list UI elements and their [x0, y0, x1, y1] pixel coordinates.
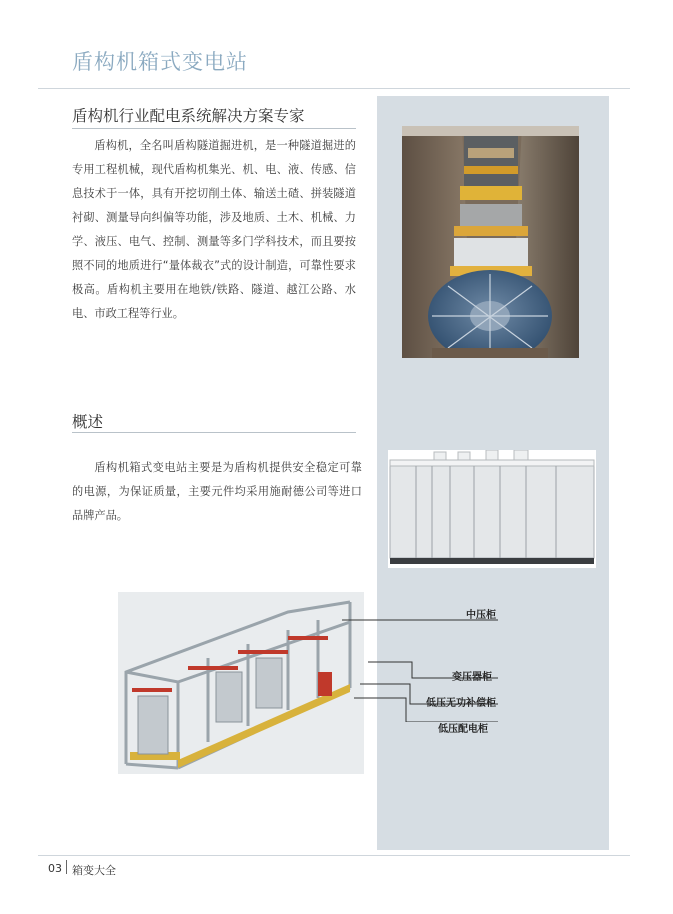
section2-paragraph — [72, 456, 362, 528]
footer-title: 箱变大全 — [72, 864, 116, 877]
callout-mv-cabinet: 中压柜 — [466, 610, 496, 621]
page-number: 03 — [48, 862, 62, 875]
tbm-photo — [402, 126, 579, 358]
section1-text: 盾构机，全名叫盾构隧道掘进机，是一种隧道掘进的专用工程机械，现代盾构机集光、机、电、液、传感、信息技术于一体，具有开挖切削土体、输送土碴、拼装隧道衬砌、测量导向纠偏等功能，涉及地质、土木、机械、力学、液压、电气、控制、测量等多门学科技术，而且要按照不同的地质进行“量体裁衣”式的设计制造，可靠性要求极高。盾构机主要用在地铁/铁路、隧道、越江公路、水电、市政工程等行业。 — [72, 139, 356, 320]
footer-separator — [66, 860, 67, 874]
page-title: 盾构机箱式变电站 — [72, 50, 248, 74]
callout-lv-compensation-cabinet: 低压无功补偿柜 — [426, 698, 496, 709]
section2-title: 概述 — [72, 413, 104, 431]
frame-diagram — [118, 592, 364, 774]
substation-cabinets-image — [388, 450, 596, 568]
section1-divider — [72, 128, 356, 129]
bottom-divider — [38, 855, 630, 856]
callout-transformer-cabinet: 变压器柜 — [452, 672, 492, 683]
section2-text: 盾构机箱式变电站主要是为盾构机提供安全稳定可靠的电源，为保证质量，主要元件均采用施耐德公司等进口品牌产品。 — [72, 461, 362, 522]
top-divider — [38, 88, 630, 89]
callout-lv-distribution-cabinet: 低压配电柜 — [438, 724, 488, 735]
section2-divider — [72, 432, 356, 433]
section1-title: 盾构机行业配电系统解决方案专家 — [72, 107, 305, 125]
section1-paragraph — [72, 134, 356, 326]
